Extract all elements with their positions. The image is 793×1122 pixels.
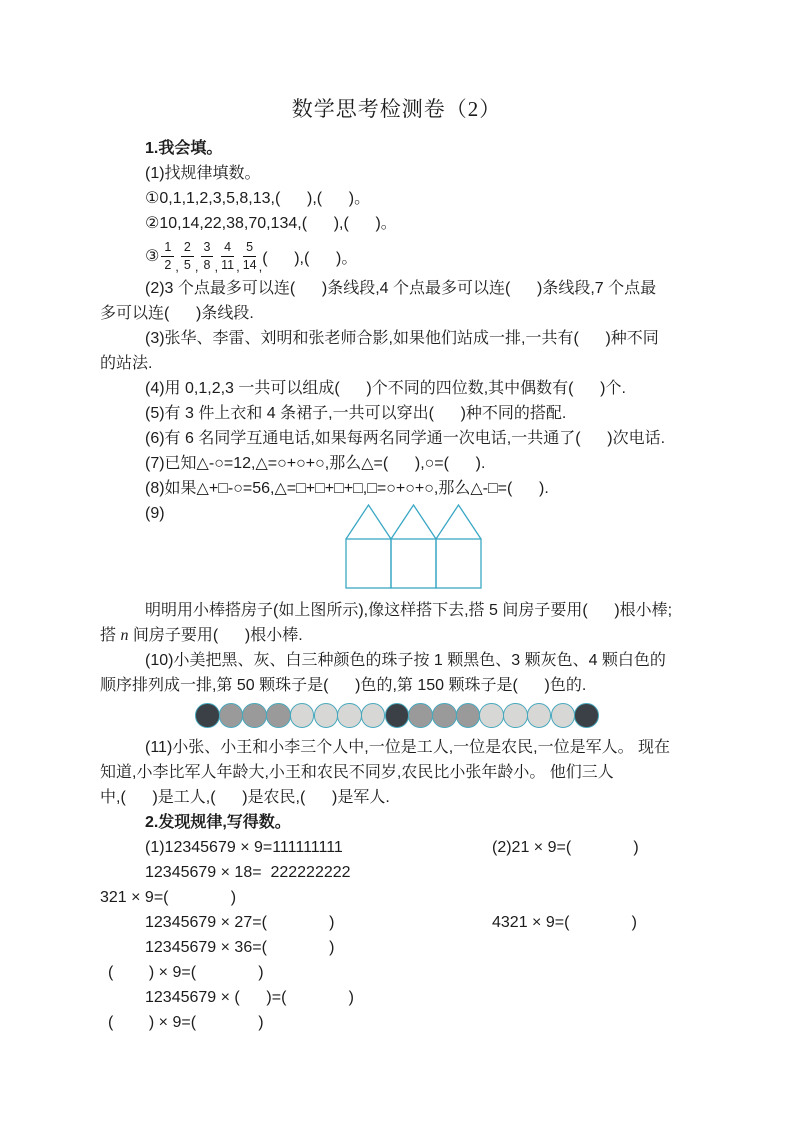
- fraction-line-blanks: ( ),( )。: [262, 249, 358, 267]
- bead-white: [503, 703, 528, 728]
- house-roofs: [346, 505, 481, 539]
- fraction: [220, 240, 235, 272]
- q10-line-1: (10)小美把黑、灰、白三种颜色的珠子按 1 颗黑色、3 颗灰色、4 颗白色的: [145, 652, 666, 669]
- equation-4-left: 12345679 × 27=( ): [145, 914, 335, 931]
- worksheet-content: [100, 136, 740, 1035]
- fraction: [242, 240, 258, 272]
- q9-line-2-pre: 搭: [100, 627, 121, 644]
- q1-sequence-1: ①0,1,1,2,3,5,8,13,( ),( )。: [145, 190, 371, 207]
- equation-3: 321 × 9=( ): [100, 889, 237, 906]
- q7-line: (7)已知△-○=12,△=○+○+○,那么△=( ),○=( ).: [145, 455, 486, 472]
- equation-6: ( ) × 9=( ): [108, 964, 264, 981]
- bead-white: [527, 703, 552, 728]
- equation-row-5: [100, 935, 740, 960]
- equation-row-1: [100, 835, 740, 860]
- bead-gray: [432, 703, 457, 728]
- bead-gray: [456, 703, 481, 728]
- bead-gray: [242, 703, 267, 728]
- bead-black: [195, 703, 220, 728]
- fraction-separator: ,: [258, 259, 263, 274]
- q1-sequence-3-fractions: [100, 236, 740, 276]
- fraction: [161, 240, 174, 272]
- bead-gray: [408, 703, 433, 728]
- equation-2: 12345679 × 18= 222222222: [145, 864, 351, 881]
- equation-8: ( ) × 9=( ): [108, 1014, 264, 1031]
- house-walls: [346, 539, 481, 588]
- bead-black: [385, 703, 410, 728]
- q3-line-2: 的站法.: [100, 355, 153, 372]
- q5-line: (5)有 3 件上衣和 4 条裙子,一共可以穿出( )种不同的搭配.: [145, 405, 567, 422]
- fraction: [181, 240, 194, 272]
- fraction-separator: ,: [236, 259, 240, 274]
- bead-white: [314, 703, 339, 728]
- bead-strip: [195, 702, 740, 729]
- q2-line-2: 多可以连( )条线段.: [100, 305, 254, 322]
- q11-line-3: 中,( )是工人,( )是农民,( )是军人.: [100, 789, 390, 806]
- bead-gray: [266, 703, 291, 728]
- q6-line: (6)有 6 名同学互通电话,如果每两名同学通一次电话,一共通了( )次电话.: [145, 430, 666, 447]
- equation-1-right: (2)21 × 9=( ): [492, 839, 639, 856]
- equation-1-left: (1)12345679 × 9=111111111: [145, 839, 343, 856]
- fraction-numerator: 3: [201, 240, 214, 256]
- fraction-denominator: 5: [183, 257, 191, 272]
- q4-line: (4)用 0,1,2,3 一共可以组成( )个不同的四位数,其中偶数有( )个.: [145, 380, 626, 397]
- bead-white: [361, 703, 386, 728]
- fraction-denominator: 11: [221, 257, 235, 272]
- q1-intro: (1)找规律填数。: [145, 165, 261, 182]
- fraction-numerator: 4: [221, 240, 234, 256]
- fraction-numerator: 5: [243, 240, 256, 256]
- equation-7: 12345679 × ( )=( ): [145, 989, 354, 1006]
- bead-black: [574, 703, 599, 728]
- q9-line-2: [100, 623, 740, 648]
- equation-row-8: [100, 1010, 740, 1035]
- bead-gray: [219, 703, 244, 728]
- q3-line-1: (3)张华、李雷、刘明和张老师合影,如果他们站成一排,一共有( )种不同: [145, 330, 659, 347]
- equation-row-3: [100, 885, 740, 910]
- q9-label: (9): [145, 505, 165, 522]
- section-1-header: 1.我会填。: [145, 140, 223, 157]
- fraction: [201, 240, 214, 272]
- equation-row-7: [100, 985, 740, 1010]
- circled-3-label: ③: [145, 248, 160, 265]
- fraction-separator: ,: [214, 259, 219, 274]
- fraction-numerator: 2: [181, 240, 194, 256]
- variable-n: n: [120, 627, 129, 644]
- bead-white: [290, 703, 315, 728]
- page-title: 数学思考检测卷（2）: [291, 97, 502, 121]
- bead-white: [479, 703, 504, 728]
- q9-line-1: 明明用小棒搭房子(如上图所示),像这样搭下去,搭 5 间房子要用( )根小棒;: [145, 602, 673, 619]
- fraction-denominator: 8: [203, 257, 211, 272]
- equation-4-right: 4321 × 9=( ): [492, 914, 637, 931]
- section-2-header: 2.发现规律,写得数。: [145, 814, 291, 831]
- equation-row-2: [100, 860, 740, 885]
- q9-line-2-post: 间房子要用( )根小棒.: [128, 627, 303, 644]
- equation-row-6: [100, 960, 740, 985]
- q2-line-1: (2)3 个点最多可以连( )条线段,4 个点最多可以连( )条线段,7 个点最: [145, 280, 657, 297]
- equation-row-4: [100, 910, 740, 935]
- q11-line-1: (11)小张、小王和小李三个人中,一位是工人,一位是农民,一位是军人。 现在: [145, 739, 671, 756]
- fraction-numerator: 1: [161, 240, 174, 256]
- fraction-denominator: 14: [242, 257, 257, 272]
- q10-line-2: 顺序排列成一排,第 50 颗珠子是( )色的,第 150 颗珠子是( )色的.: [100, 677, 587, 694]
- house-figure-wrap: [345, 504, 740, 592]
- equation-5: 12345679 × 36=( ): [145, 939, 335, 956]
- bead-white: [551, 703, 576, 728]
- bead-white: [337, 703, 362, 728]
- q8-line: (8)如果△+□-○=56,△=□+□+□+□,□=○+○+○,那么△-□=( ).: [145, 480, 549, 497]
- house-figure: [345, 504, 483, 592]
- q1-sequence-2: ②10,14,22,38,70,134,( ),( )。: [145, 215, 397, 232]
- fraction-denominator: 2: [164, 257, 172, 272]
- fraction-separator: ,: [194, 259, 199, 274]
- fraction-separator: ,: [175, 259, 179, 274]
- q11-line-2: 知道,小李比军人年龄大,小王和农民不同岁,农民比小张年龄小。 他们三人: [100, 764, 614, 781]
